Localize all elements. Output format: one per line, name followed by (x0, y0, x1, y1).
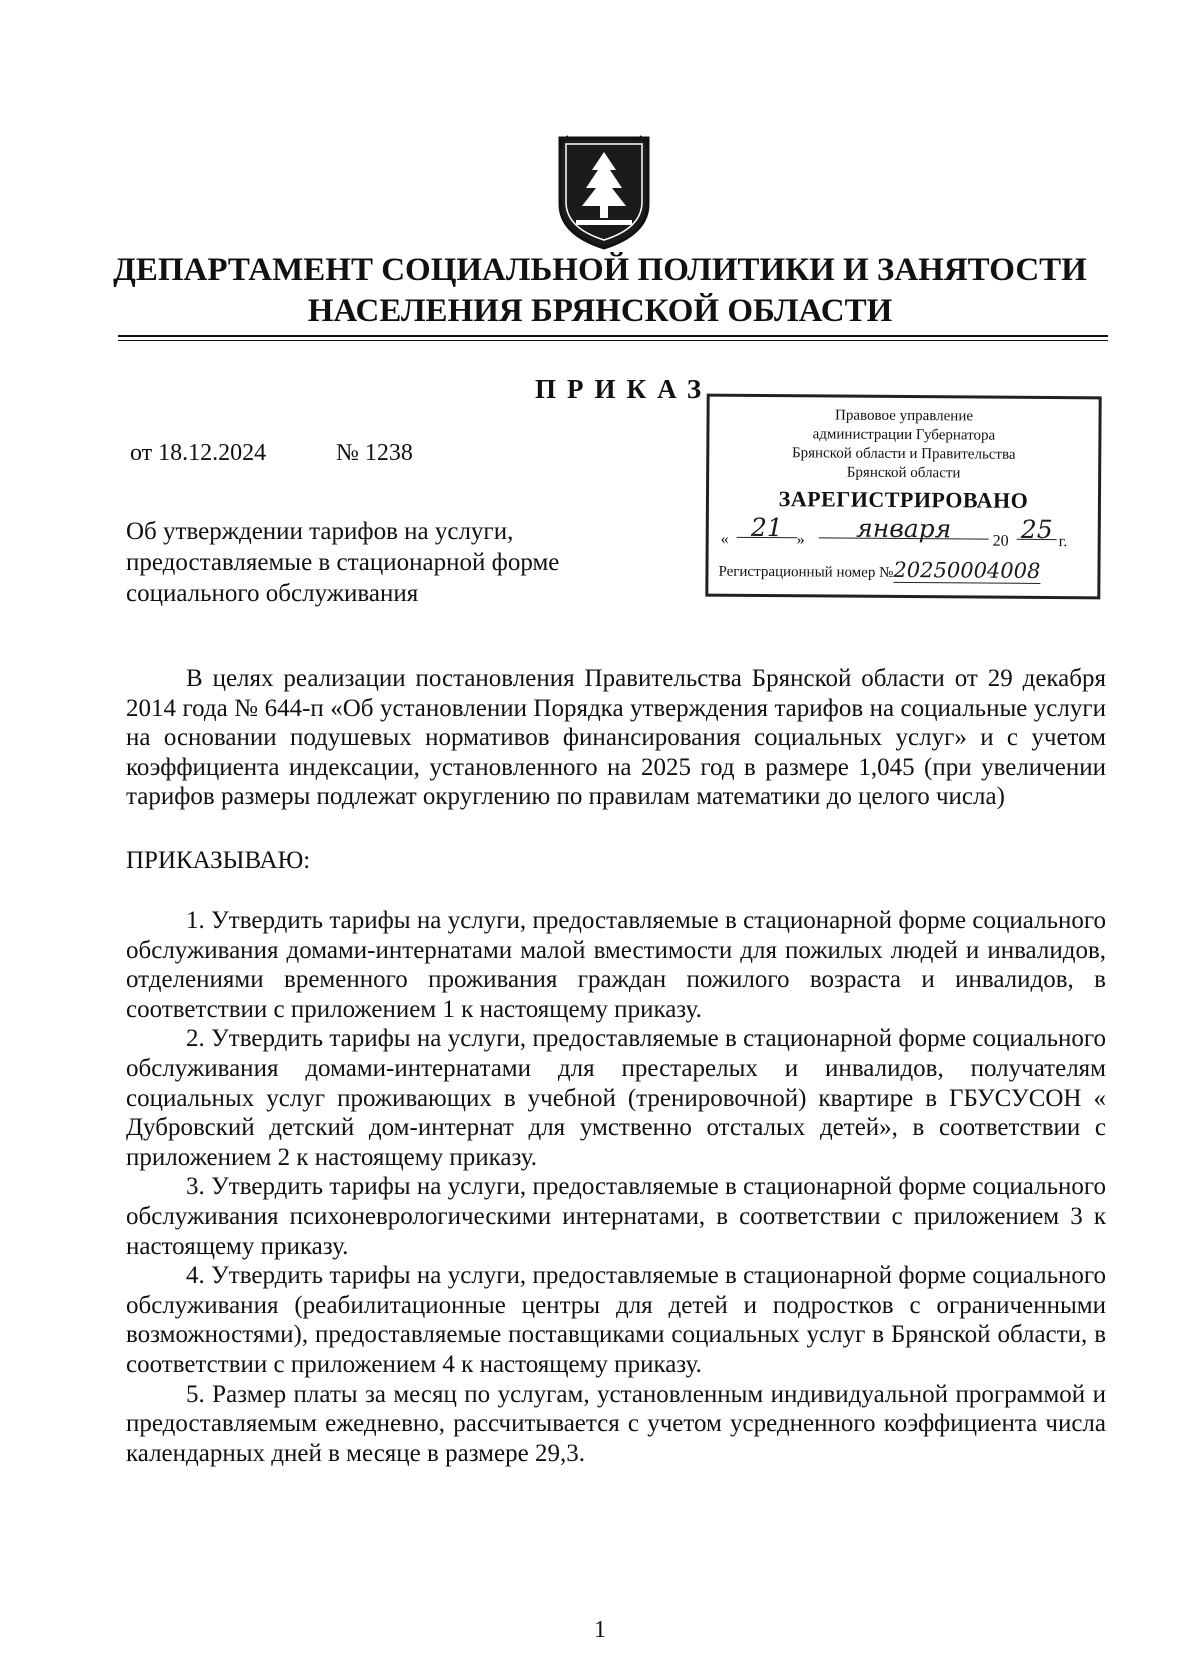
stamp-org-line-1: Правовое управление (835, 407, 974, 425)
order-number: № 1238 (336, 440, 413, 466)
order-title: ПРИКАЗ (535, 374, 713, 404)
header-divider (118, 335, 1108, 337)
order-directive: ПРИКАЗЫВАЮ: (126, 847, 311, 874)
stamp-day: 21 (737, 518, 797, 538)
order-item-5: 5. Размер платы за месяц по услугам, установленным индивидуальной программой и предоставляемым ежедневно, рассчитывается с учетом усредненного коэффициента числа календарных дней в месяце в размере 29,3. (126, 1380, 1106, 1467)
stamp-org (709, 406, 1099, 485)
registration-stamp (705, 394, 1101, 600)
stamp-year-suffix: 25 (1017, 520, 1057, 540)
order-item-2: 2. Утвердить тарифы на услуги, предоставляемые в стационарной форме социального обслуживания домами-интернатами для престарелых и инвалидов, получателям социальных услуг проживающих в учебной (тренировочной) квартире в ГБУСУСОН « Дубровский детский дом-интернат для умственно отсталых детей», в соответствии с приложением 2 к настоящему приказу. (126, 1025, 1106, 1171)
stamp-month: января (819, 518, 989, 539)
department-line-1: ДЕПАРТАМЕНТ СОЦИАЛЬНОЙ ПОЛИТИКИ И ЗАНЯТОСТИ (113, 252, 1087, 288)
page-number: 1 (594, 1617, 606, 1643)
stamp-quote-close: » (796, 531, 805, 549)
stamp-quote-open: « (720, 530, 729, 548)
stamp-status: ЗАРЕГИСТРИРОВАНО (778, 486, 1029, 513)
stamp-org-line-2: администрации Губернатора (812, 426, 996, 444)
order-item-3: 3. Утвердить тарифы на услуги, предоставляемые в стационарной форме социального обслуживания психоневрологическими интернатами, в соответствии с приложением 3 к настоящему приказу. (126, 1173, 1106, 1260)
order-item-4: 4. Утвердить тарифы на услуги, предоставляемые в стационарной форме социального обслуживания (реабилитационные центры для детей и подростков с ограниченными возможностями), предоставляемые поставщиками социальных услуг в Брянской области, в соответствии с приложением 4 к настоящему приказу. (126, 1262, 1106, 1378)
stamp-reg-number-row (708, 557, 1097, 585)
preamble (126, 664, 1106, 812)
order-item-1: 1. Утвердить тарифы на услуги, предоставляемые в стационарной форме социального обслуживания домами-интернатами малой вместимости для пожилых людей и инвалидов, отделениями временного проживания граждан пожилого возраста и инвалидов, в соответствии с приложением 1 к настоящему приказу. (126, 907, 1106, 1023)
stamp-reg-number: 20250004008 (893, 557, 1041, 583)
stamp-year-unit: г. (1058, 533, 1068, 551)
department-line-2: НАСЕЛЕНИЯ БРЯНСКОЙ ОБЛАСТИ (307, 293, 893, 329)
stamp-org-line-4: Брянской области (846, 464, 961, 482)
header-divider-thin (118, 340, 1108, 341)
stamp-reg-label: Регистрационный номер № (718, 563, 894, 581)
order-date: от 18.12.2024 (130, 440, 267, 466)
stamp-org-line-3: Брянской области и Правительства (791, 445, 1016, 463)
order-subject: Об утверждении тарифов на услуги, предоставляемые в стационарной форме социального обслуживания (126, 518, 560, 607)
stamp-date-line (709, 512, 1098, 555)
order-items (126, 906, 1106, 1468)
stamp-year-prefix: 20 (992, 532, 1009, 550)
bryansk-coat-of-arms-icon (556, 134, 652, 252)
preamble-text: В целях реализации постановления Правительства Брянской области от 29 декабря 2014 года № 644-п «Об установлении Порядка утверждения тарифов на социальные услуги на основании подушевых нормативов финансирования социальных услуг» и с учетом коэффициента индексации, установленного на 2025 год в размере 1,045 (при увеличении тарифов размеры подлежат округлению по правилам математики до целого числа) (126, 665, 1106, 811)
department-title (80, 250, 1120, 332)
